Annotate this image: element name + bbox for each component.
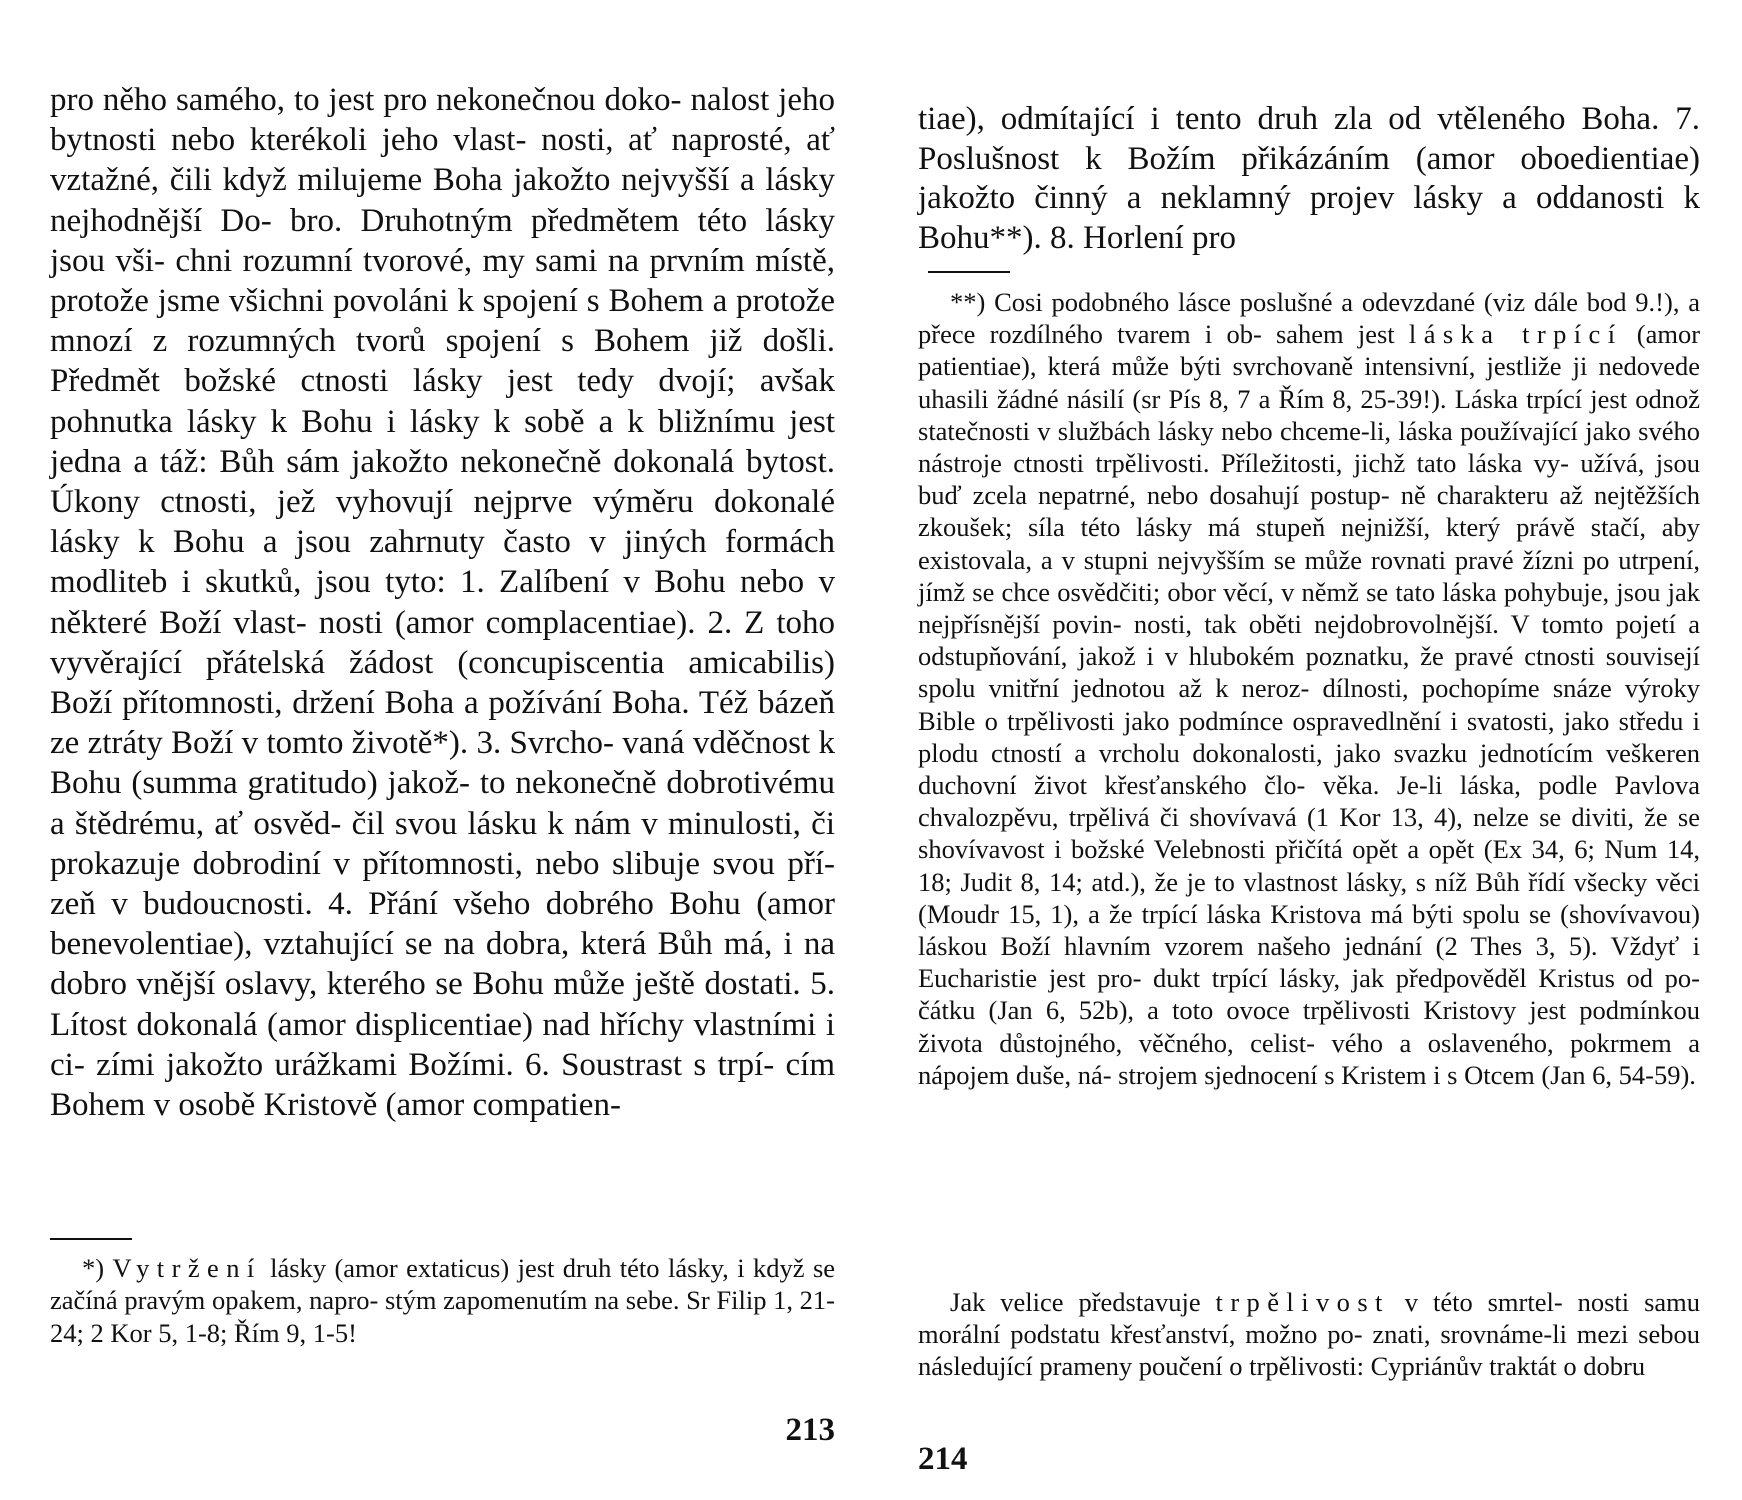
footnote <box>50 1252 835 1349</box>
page-number: 213 <box>785 1412 835 1448</box>
footnote-text: (amor patientiae), která může býti svrchovaně intensivní, jestliže ji nedovede uhasili žádné násilí (sr Pís 8, 7 a Řím 8, 25-39!). Láska trpící jest odnož statečnosti v službách lásky nebo chceme-li, láska používající jako svého nástroje ctnosti trpělivosti. Příležitosti, jichž tato láska vy‑ užívá, jsou buď zcela nepatrné, nebo dosahují postup‑ ně charakteru až nejtěžších zkoušek; síla této lásky má stupeň nejnižší, který právě stačí, aby existovala, a v stupni nejvyšším se může rovnati pravé žízni po utrpení, jímž se chce osvědčiti; obor věcí, v němž se tato láska pohybuje, jsou jak nejpřísnější povin‑ nosti, tak oběti nejdobrovolnější. V tomto pojetí a odstupňování, jakož i v hlubokém poznatku, že pravé ctnosti souvisejí spolu vnitřní jednotou až k neroz‑ dílnosti, pochopíme snáze výroky Bible o trpělivosti jako podmínce ospravedlnění i svatosti, jako středu i plodu ctností a vrcholu dokonalosti, jako svazku jednotícím veškeren duchovní život křesťanského člo‑ věka. Je-li láska, podle Pavlova chvalozpěvu, trpělivá či shovívavá (1 Kor 13, 4), nelze se diviti, že se shovívavost i božské Velebnosti přičítá opět a opět (Ex 34, 6; Num 14, 18; Judit 8, 14; atd.), že je to vlastnost lásky, s níž Bůh řídí všecky věci (Moudr 15, 1), a že trpící láska Kristova má býti spolu se (shovívavou) láskou Boží hlavním vzorem našeho jednání (2 Thes 3, 5). Vždyť i Eucharistie jest pro‑ dukt trpící lásky, jak předpověděl Kristus od po‑ čátku (Jan 6, 52b), a toto ovoce trpělivosti Kristovy jest podmínkou života důstojného, věčného, celist‑ vého a oslaveného, pokrmem a nápojem duše, ná‑ strojem sjednocení s Kristem i s Otcem (Jan 6, 54-59). <box>918 319 1701 1090</box>
footnote-term: láska trpící <box>1408 319 1623 350</box>
continuation-paragraph <box>918 1286 1700 1383</box>
footnote-text-start: Cosi podobného lásce poslušné a odevzdané (viz dále bod 9.!), a přece rozdílného tvarem i ob‑ sahem jest <box>918 287 1700 350</box>
continuation-term: trpělivost <box>1215 1287 1390 1317</box>
footnote <box>918 286 1700 1091</box>
footnote-text: lásky (amor extaticus) jest druh této lásky, i když se začíná pravým opakem, napro‑ stým zapomenutím na sebe. Sr Filip 1, 21-24; 2 Kor 5, 1-8; Řím 9, 1-5! <box>50 1253 836 1348</box>
continuation-text-start: Jak velice představuje <box>950 1287 1201 1317</box>
footnote-marker: **) <box>950 287 986 317</box>
page-number: 214 <box>918 1441 968 1477</box>
footnote-marker: *) <box>82 1253 105 1283</box>
footnote-rule <box>928 271 1010 273</box>
main-text: pro něho samého, to jest pro nekonečnou doko‑ nalost jeho bytnosti nebo kterékoli jeho vlast‑ nosti, ať naprosté, ať vztažné, čili když milujeme Boha jakožto nejvyšší a lásky nejhodnější Do‑ bro. Druhotným předmětem této lásky jsou vši‑ chni rozumní tvorové, my sami na prvním místě, protože jsme všichni povoláni k spojení s Bohem a protože mnozí z rozumných tvorů spojení s Bohem již došli. Předmět božské ctnosti lásky jest tedy dvojí; avšak pohnutka lásky k Bohu i lásky k sobě a k bližnímu jest jedna a táž: Bůh sám jakožto nekonečně dokonalá bytost. Úkony ctnosti, jež vyhovují nejprve výměru dokonalé lásky k Bohu a jsou zahrnuty často v jiných formách modliteb i skutků, jsou tyto: 1. Zalíbení v Bohu nebo v některé Boží vlast‑ nosti (amor complacentiae). 2. Z toho vyvěrající přátelská žádost (concupiscentia amicabilis) Boží přítomnosti, držení Boha a požívání Boha. Též bázeň ze ztráty Boží v tomto životě*). 3. Svrcho‑ vaná vděčnost k Bohu (summa gratitudo) jakož‑ to nekonečně dobrotivému a štědrému, ať osvěd‑ čil svou lásku k nám v minulosti, či prokazuje dobrodiní v přítomnosti, nebo slibuje svou pří‑ zeň v budoucnosti. 4. Přání všeho dobrého Bohu (amor benevolentiae), vztahující se na dobra, která Bůh má, i na dobro vnější oslavy, kterého se Bohu může ještě dostati. 5. Lítost dokonalá (amor displicentiae) nad hříchy vlastními i ci‑ zími jakožto urážkami Božími. 6. Soustrast s trpí‑ cím Bohem v osobě Kristově (amor compatien‑ <box>50 82 835 1124</box>
continuation-text: v této smrtel‑ nosti samu morální podstatu křesťanství, možno po‑ znati, srovnáme-li mezi sebou následující prameny poučení o trpělivosti: Cypriánův traktát o dobru <box>918 1287 1701 1382</box>
main-text: tiae), odmítající i tento druh zla od vtěleného Boha. 7. Poslušnost k Božím přikázáním (amor oboedientiae) jakožto činný a neklamný projev lásky a oddanosti k Bohu**). 8. Horlení pro <box>918 101 1700 256</box>
footnote-term: Vytržení <box>112 1253 262 1283</box>
footnote-rule <box>50 1238 132 1240</box>
